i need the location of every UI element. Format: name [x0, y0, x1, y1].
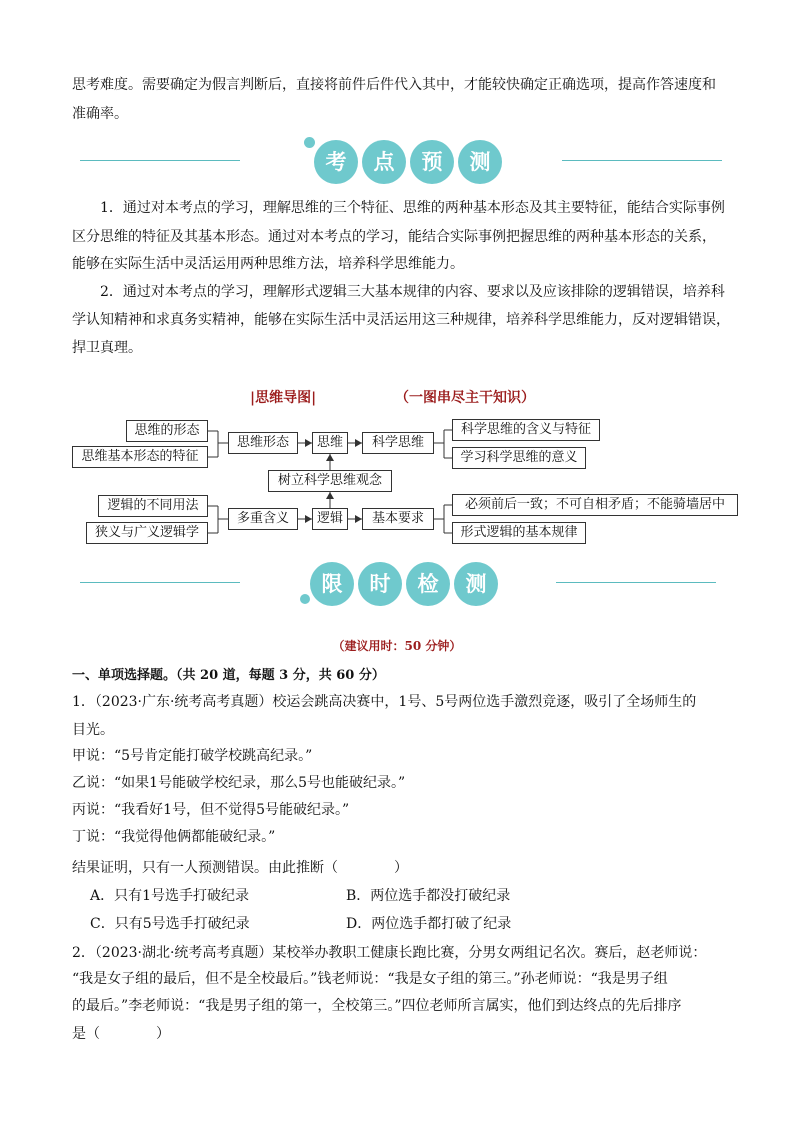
- node-sci-significance: 学习科学思维的意义: [452, 447, 586, 469]
- predict-p2-line1: 2．通过对本考点的学习，理解形式逻辑三大基本规律的内容、要求以及应该排除的逻辑错误，培养科: [100, 284, 725, 300]
- node-logic-narrow: 狭义与广义逻辑学: [86, 522, 208, 544]
- section-badge-2: 点: [362, 140, 406, 184]
- section2-badge-2: 时: [358, 562, 402, 606]
- decor-dot-2: [300, 594, 310, 604]
- q1-line1: 1．（2023·广东·统考高考真题）校运会跳高决赛中，1号、5号两位选手激烈竞逐，吸引了全场师生的: [72, 694, 697, 710]
- intro-line-2: 准确率。: [72, 106, 128, 122]
- mindmap-connectors: [0, 0, 794, 560]
- q1-line2: 目光。: [72, 722, 114, 738]
- q1-option-b: B．两位选手都没打破纪录: [346, 888, 511, 904]
- suggested-time: （建议用时：50 分钟）: [332, 639, 462, 653]
- q1-statement-a: 甲说：“5号肯定能打破学校跳高纪录。”: [72, 748, 313, 764]
- section2-divider-left: [80, 582, 240, 583]
- intro-line-1: 思考难度。需要确定为假言判断后，直接将前件后件代入其中，才能较快确定正确选项，提高作答速度和: [72, 77, 716, 93]
- node-logic: 逻辑: [312, 508, 348, 530]
- section-badge-4: 测: [458, 140, 502, 184]
- q1-option-a: A．只有1号选手打破纪录: [90, 888, 250, 904]
- node-establish: 树立科学思维观念: [268, 470, 392, 492]
- q1-option-d: D．两位选手都打破了纪录: [346, 916, 512, 932]
- node-forms-features: 思维基本形态的特征: [72, 446, 208, 468]
- predict-p1-line3: 能够在实际生活中灵活运用两种思维方法，培养科学思维能力。: [72, 256, 464, 272]
- mindmap-title: |思维导图|: [250, 390, 317, 406]
- node-basic-req: 基本要求: [362, 508, 434, 530]
- section2-badge-3: 检: [406, 562, 450, 606]
- q1-statement-d: 丁说：“我觉得他俩都能破纪录。”: [72, 829, 276, 845]
- section2-badge-1: 限: [310, 562, 354, 606]
- q1-statement-c: 丙说：“我看好1号，但不觉得5号能破纪录。”: [72, 802, 350, 818]
- predict-p2-line2: 学认知精神和求真务实精神，能够在实际生活中灵活运用这三种规律，培养科学思维能力，反对逻辑错误，: [72, 312, 730, 328]
- questions-heading: 一、单项选择题。（共 20 道，每题 3 分，共 60 分）: [72, 668, 385, 683]
- q1-statement-b: 乙说：“如果1号能破学校纪录，那么5号也能破纪录。”: [72, 775, 406, 791]
- node-formal-laws: 形式逻辑的基本规律: [452, 522, 586, 544]
- node-thinking: 思维: [312, 432, 348, 454]
- q1-option-c: C．只有5号选手打破纪录: [90, 916, 250, 932]
- node-req-detail: 必须前后一致；不可自相矛盾；不能骑墙居中: [452, 494, 738, 516]
- predict-p2-line3: 捍卫真理。: [72, 340, 142, 356]
- node-forms: 思维的形态: [126, 420, 208, 442]
- node-logic-usage: 逻辑的不同用法: [98, 495, 208, 517]
- q2-line2: “我是女子组的最后，但不是全校最后。”钱老师说：“我是女子组的第三。”孙老师说：“我是男子组: [72, 971, 668, 987]
- section-badge-1: 考: [314, 140, 358, 184]
- predict-p1-line1: 1．通过对本考点的学习，理解思维的三个特征、思维的两种基本形态及其主要特征，能结合实际事例: [100, 200, 725, 216]
- node-sci-thinking: 科学思维: [362, 432, 434, 454]
- mindmap-subtitle: （一图串尽主干知识）: [395, 390, 535, 406]
- node-sci-meaning: 科学思维的含义与特征: [452, 419, 600, 441]
- q1-conclusion: 结果证明，只有一人预测错误。由此推断（ ）: [72, 860, 408, 876]
- node-thinking-forms: 思维形态: [228, 432, 298, 454]
- q2-line3: 的最后。”李老师说：“我是男子组的第一，全校第三。”四位老师所言属实，他们到达终点的先后排序: [72, 998, 682, 1014]
- section2-divider-right: [556, 582, 716, 583]
- section-badge-3: 预: [410, 140, 454, 184]
- predict-p1-line2: 区分思维的特征及其基本形态。通过对本考点的学习，能结合实际事例把握思维的两种基本形态的关系，: [72, 229, 716, 245]
- q2-line1: 2．（2023·湖北·统考高考真题）某校举办教职工健康长跑比赛，分男女两组记名次。赛后，赵老师说：: [72, 945, 707, 961]
- node-multi-meaning: 多重含义: [228, 508, 298, 530]
- q2-line4: 是（ ）: [72, 1026, 170, 1042]
- section2-badge-4: 测: [454, 562, 498, 606]
